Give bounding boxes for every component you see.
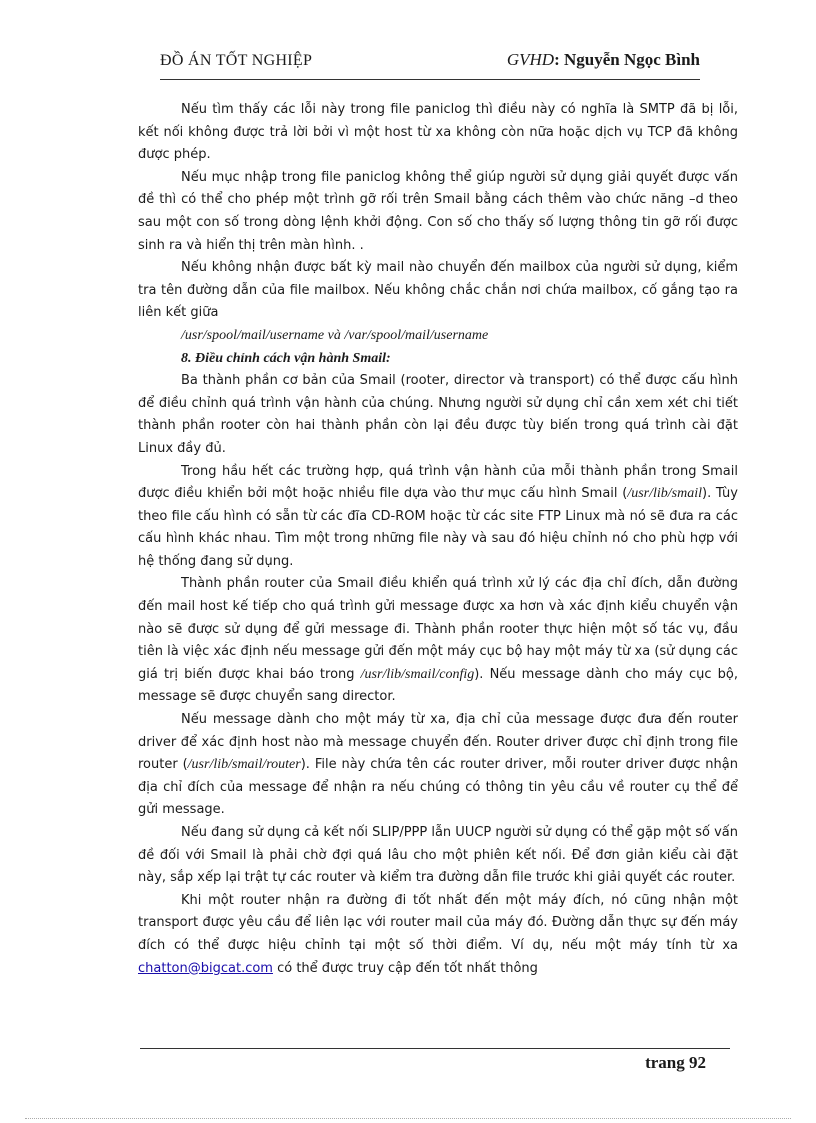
path-inline: /usr/lib/smail/config	[360, 666, 475, 682]
paragraph: Ba thành phần cơ bản của Smail (rooter, director và transport) có thể được cấu hình để điều chỉnh quá trình vận hành của chúng. Nhưng người sử dụng chỉ cần xem xét chi tiết thành phần rooter còn hai thành phần còn lại đều được tùy biến trong quá trình cài đặt Linux đầy đủ.	[138, 373, 738, 456]
text-run: ). Tùy theo file cấu hình có sẵn từ các đĩa CD-ROM hoặc từ các site FTP Linux mà nó sẽ đưa ra các cấu hình khác nhau. Tìm một trong những file này và sau đó hiệu chỉnh nó cho phù hợp với hệ thống đang sử dụng.	[138, 486, 738, 569]
page-edge-divider	[25, 1118, 791, 1119]
text-run: ). Nếu message dành cho máy cục bộ, message sẽ được chuyển sang director.	[138, 666, 739, 705]
text-run: Trong hầu hết các trường hợp, quá trình vận hành của mỗi thành phần trong Smail được điều khiển bởi một hoặc nhiều file dựa vào thư mục cấu hình Smail (	[138, 463, 738, 502]
section-heading: 8. Điều chỉnh cách vận hành Smail:	[181, 350, 391, 366]
paragraph	[138, 461, 738, 574]
header-supervisor	[507, 50, 700, 70]
path-conjunction: và	[324, 327, 345, 343]
path-spool: /usr/spool/mail/username	[181, 327, 325, 343]
paragraph: Nếu không nhận được bất kỳ mail nào chuyển đến mailbox của người sử dụng, kiểm tra tên đường dẫn của file mailbox. Nếu không chắc chắn nơi chứa mailbox, cố gắng tạo ra liên kết giữa	[138, 260, 738, 321]
gvhd-label: GVHD	[506, 50, 555, 69]
email-link[interactable]: chatton@bigcat.com	[138, 960, 273, 976]
footer-rule	[140, 1048, 730, 1049]
paragraph	[138, 709, 738, 822]
paragraph	[138, 890, 738, 980]
supervisor-name: : Nguyễn Ngọc Bình	[554, 50, 700, 69]
text-run: Thành phần router của Smail điều khiển quá trình xử lý các địa chỉ đích, dẫn đường đến mail host kế tiếp cho quá trình gửi message được xa hơn và xác định kiểu chuyển vận nào sẽ được sử dụng để gửi message đi. Thành phần rooter thực hiện một số tác vụ, đầu tiên là việc xác định nếu message gửi đến một máy cục bộ hay một máy từ xa (sử dụng các giá trị biến được khai báo trong	[138, 576, 738, 682]
page-header	[160, 47, 700, 80]
paragraph	[138, 573, 738, 709]
path-inline: /usr/lib/smail	[627, 486, 702, 502]
paragraph: Nếu tìm thấy các lỗi này trong file paniclog thì điều này có nghĩa là SMTP đã bị lỗi, kết nối không được trả lời bởi vì một host từ xa không còn nữa hoặc dịch vụ TCP đã không được phép.	[138, 102, 738, 163]
paragraph: Nếu mục nhập trong file paniclog không thể giúp người sử dụng giải quyết được vấn đề thì có thể cho phép một trình gỡ rối trên Smail bằng cách thêm vào chức năng –d theo sau một con số trong dòng lệnh khởi động. Con số cho thấy số lượng thông tin gỡ rối được sinh ra và hiển thị trên màn hình. .	[138, 169, 738, 253]
paragraph: Nếu đang sử dụng cả kết nối SLIP/PPP lẫn UUCP người sử dụng có thể gặp một số vấn đề đối với Smail là phải chờ đợi quá lâu cho một phiên kết nối. Để đơn giản kiểu cài đặt này, sắp xếp lại trật tự các router và kiểm tra đường dẫn file trước khi giải quyết các router.	[138, 825, 738, 886]
text-run: Khi một router nhận ra đường đi tốt nhất đến một máy đích, nó cũng nhận một transport được yêu cầu để liên lạc với router mail của máy đó. Đường dẫn thực sự đến máy đích có thể được hiệu chỉnh tại một số thời điểm. Ví dụ, nếu một máy tính từ xa	[138, 892, 738, 953]
text-run: ). File này chứa tên các router driver, mỗi router driver được nhận địa chỉ đích của message để nhận ra nếu chúng có thông tin yêu cầu về router cụ thể để gửi message.	[138, 757, 738, 818]
path-line	[138, 325, 738, 348]
text-run: Nếu message dành cho một máy từ xa, địa chỉ của message được đưa đến router driver để xác định host nào mà message chuyển đến. Router driver được chỉ định trong file router (	[138, 712, 738, 773]
header-title: ĐỒ ÁN TỐT NGHIỆP	[160, 52, 313, 69]
page-number: trang 92	[645, 1053, 706, 1072]
path-var-spool: /var/spool/mail/username	[344, 327, 489, 343]
path-inline: /usr/lib/smail/router	[187, 757, 301, 773]
text-run: có thể được truy cập đến tốt nhất thông	[272, 960, 538, 976]
document-body	[138, 99, 738, 980]
